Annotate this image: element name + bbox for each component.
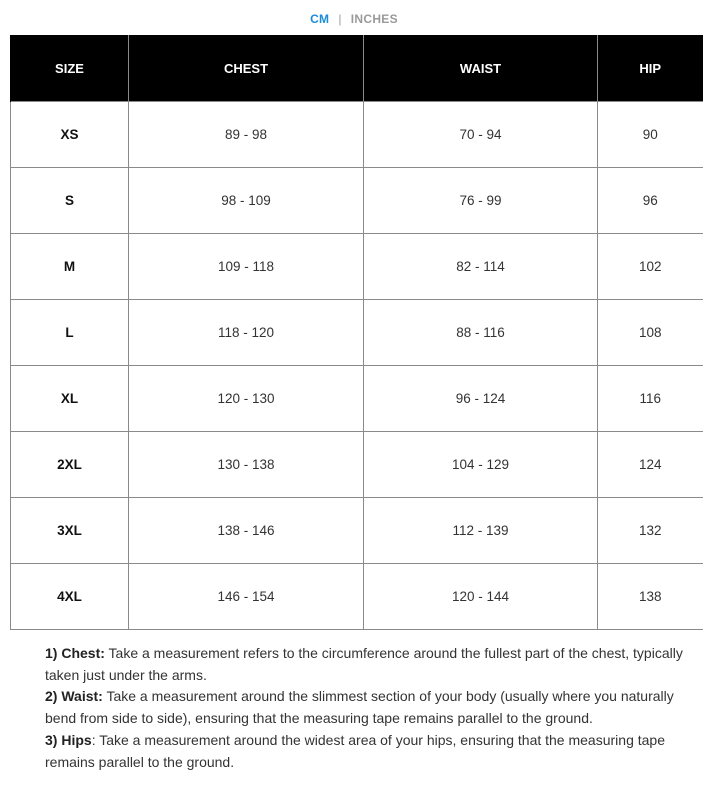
header-hip: HIP bbox=[598, 35, 703, 102]
waist-cell: 88 - 116 bbox=[364, 300, 598, 366]
note-text: Take a measurement around the slimmest section of your body (usually where you naturally bend from side to side), ensuring that the measuring tape remains parallel to the ground. bbox=[45, 688, 674, 727]
chest-cell: 120 - 130 bbox=[129, 366, 364, 432]
table-row bbox=[11, 498, 703, 564]
chest-cell: 118 - 120 bbox=[129, 300, 364, 366]
note-label: 1) Chest: bbox=[45, 645, 105, 661]
note-hips bbox=[45, 730, 700, 773]
unit-inches-tab[interactable]: INCHES bbox=[350, 12, 398, 26]
table-row bbox=[11, 102, 703, 168]
hip-cell: 96 bbox=[598, 168, 703, 234]
size-cell: L bbox=[11, 300, 129, 366]
hip-cell: 108 bbox=[598, 300, 703, 366]
chest-cell: 109 - 118 bbox=[129, 234, 364, 300]
header-chest: CHEST bbox=[129, 35, 364, 102]
header-waist: WAIST bbox=[364, 35, 598, 102]
waist-cell: 76 - 99 bbox=[364, 168, 598, 234]
chest-cell: 146 - 154 bbox=[129, 564, 364, 630]
size-cell: 3XL bbox=[11, 498, 129, 564]
chest-cell: 98 - 109 bbox=[129, 168, 364, 234]
chest-cell: 89 - 98 bbox=[129, 102, 364, 168]
hip-cell: 124 bbox=[598, 432, 703, 498]
size-cell: 4XL bbox=[11, 564, 129, 630]
hip-cell: 132 bbox=[598, 498, 703, 564]
size-cell: S bbox=[11, 168, 129, 234]
hip-cell: 116 bbox=[598, 366, 703, 432]
size-cell: 2XL bbox=[11, 432, 129, 498]
waist-cell: 96 - 124 bbox=[364, 366, 598, 432]
waist-cell: 82 - 114 bbox=[364, 234, 598, 300]
table-header-row bbox=[11, 35, 703, 102]
hip-cell: 102 bbox=[598, 234, 703, 300]
chest-cell: 138 - 146 bbox=[129, 498, 364, 564]
header-size: SIZE bbox=[11, 35, 129, 102]
chest-cell: 130 - 138 bbox=[129, 432, 364, 498]
table-row bbox=[11, 168, 703, 234]
table-row bbox=[11, 432, 703, 498]
hip-cell: 90 bbox=[598, 102, 703, 168]
table-row bbox=[11, 366, 703, 432]
waist-cell: 70 - 94 bbox=[364, 102, 598, 168]
hip-cell: 138 bbox=[598, 564, 703, 630]
note-waist bbox=[45, 686, 700, 729]
unit-separator: | bbox=[338, 12, 342, 26]
table-row bbox=[11, 564, 703, 630]
note-chest bbox=[45, 643, 700, 686]
size-cell: XL bbox=[11, 366, 129, 432]
table-row bbox=[11, 234, 703, 300]
unit-toggle bbox=[0, 10, 708, 28]
note-label: 2) Waist: bbox=[45, 688, 103, 705]
waist-cell: 104 - 129 bbox=[364, 432, 598, 498]
size-cell: M bbox=[11, 234, 129, 300]
note-label: 3) Hips bbox=[45, 731, 92, 748]
note-text: Take a measurement refers to the circumference around the fullest part of the chest, typically taken just under the arms. bbox=[45, 645, 683, 683]
size-cell: XS bbox=[11, 102, 129, 168]
unit-cm-tab[interactable]: CM bbox=[310, 12, 330, 26]
waist-cell: 120 - 144 bbox=[364, 564, 598, 630]
waist-cell: 112 - 139 bbox=[364, 498, 598, 564]
size-chart-table bbox=[10, 35, 703, 630]
note-text: : Take a measurement around the widest area of your hips, ensuring that the measuring tape remains parallel to the ground. bbox=[45, 731, 665, 770]
table-row bbox=[11, 300, 703, 366]
measurement-notes bbox=[45, 643, 700, 773]
